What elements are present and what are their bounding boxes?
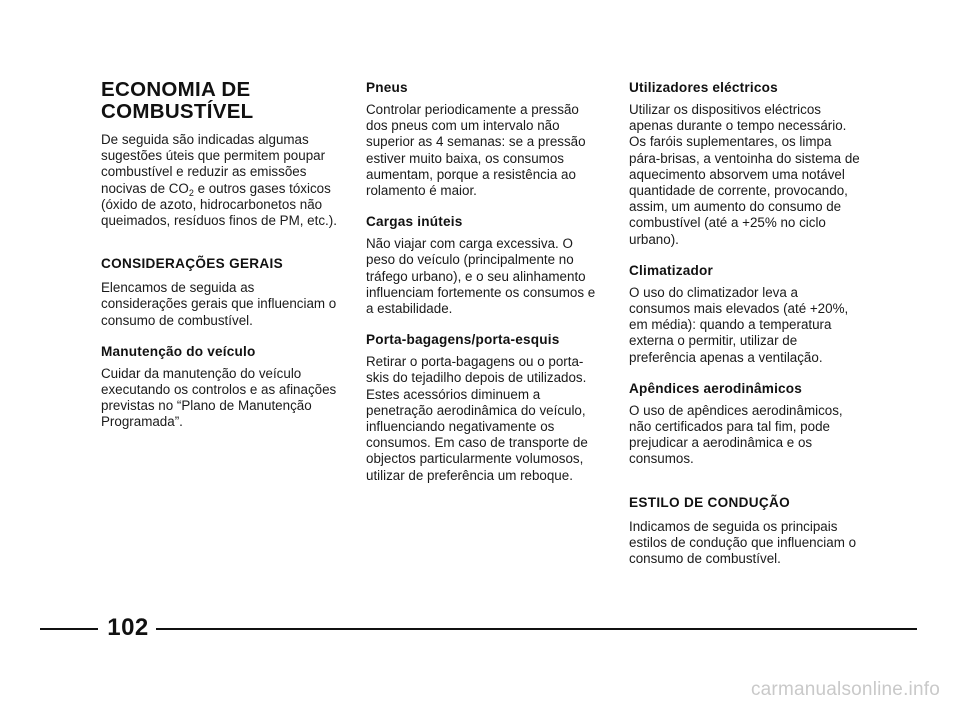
footer-rule-right (156, 628, 917, 630)
climate-control-text: O uso do climatizador leva a consumos mais elevados (até +20%, em média): quando a temperatura externa o permitir, utilizar de preferência apenas a ventilação. (629, 284, 849, 365)
aero-appendages-text: O uso de apêndices aerodinâmicos, não certificados para tal fim, pode prejudicar a aerodinâmica e os consumos. (629, 402, 843, 467)
title-line-1: ECONOMIA DE (101, 78, 251, 101)
useless-loads-text: Não viajar com carga excessiva. O peso do veículo (principalmente no tráfego urbano), e o seu alinhamento influenciam fortemente os consumos e a estabilidade. (366, 236, 596, 317)
electric-users-text: Utilizar os dispositivos eléctricos apenas durante o tempo necessário. Os faróis suplementares, os limpa pára-brisas, a ventoinha do sistema de aquecimento absorvem uma notável quantidade de corrente, provocando, assim, um aumento do consumo de combustível (até a +25% no ciclo urbano). (629, 102, 860, 247)
column-middle (366, 79, 602, 484)
footer-rule-left (40, 628, 98, 630)
general-considerations-heading: CONSIDERAÇÕES GERAIS (101, 256, 283, 272)
column-left (101, 79, 341, 431)
driving-style-heading: ESTILO DE CONDUÇÃO (629, 494, 790, 510)
tyres-heading: Pneus (366, 80, 408, 95)
general-considerations-text: Elencamos de seguida as considerações gerais que influenciam o consumo de combustível. (101, 280, 337, 328)
climate-control-heading: Climatizador (629, 262, 713, 278)
driving-style-text: Indicamos de seguida os principais estilos de condução que influenciam o consumo de combustível. (629, 518, 857, 567)
intro-paragraph (101, 132, 341, 229)
page-title (101, 79, 341, 123)
useless-loads-heading: Cargas inúteis (366, 214, 463, 230)
roof-racks-text: Retirar o porta-bagagens ou o porta-skis do tejadilho depois de utilizados. Estes acessórios diminuem a penetração aerodinâmica do veículo, influenciando negativamente os consumos. Em caso de transporte de objectos particularmente volumosos, utilizar de preferência um reboque. (366, 354, 588, 483)
watermark: carmanualsonline.info (750, 679, 940, 700)
vehicle-maintenance-text: Cuidar da manutenção do veículo executando os controlos e as afinações previstas no “Plano de Manutenção Programada”. (101, 365, 337, 430)
intro-text-start: De seguida são indicadas algumas sugestões úteis que permitem poupar combustível e reduzir as emissões nocivas de CO (101, 132, 326, 196)
roof-racks-heading: Porta-bagagens/porta-esquis (366, 332, 560, 348)
title-line-2: COMBUSTÍVEL (101, 100, 254, 123)
electric-users-heading: Utilizadores eléctricos (629, 80, 778, 95)
aero-appendages-heading: Apêndices aerodinâmicos (629, 380, 803, 396)
intro-text-end: e outros gases tóxicos (óxido de azoto, hidrocarbonetos não queimados, resíduos finos de PM, etc.). (101, 180, 337, 229)
co2-subscript: 2 (188, 187, 194, 198)
tyres-text: Controlar periodicamente a pressão dos pneus com um intervalo não superior as 4 semanas: se a pressão estiver muito baixa, os consumos aumentam, porque a resistência ao rolamento é maior. (366, 102, 586, 199)
page-number: 102 (107, 614, 149, 641)
vehicle-maintenance-heading: Manutenção do veículo (101, 343, 256, 359)
column-right (629, 79, 861, 567)
